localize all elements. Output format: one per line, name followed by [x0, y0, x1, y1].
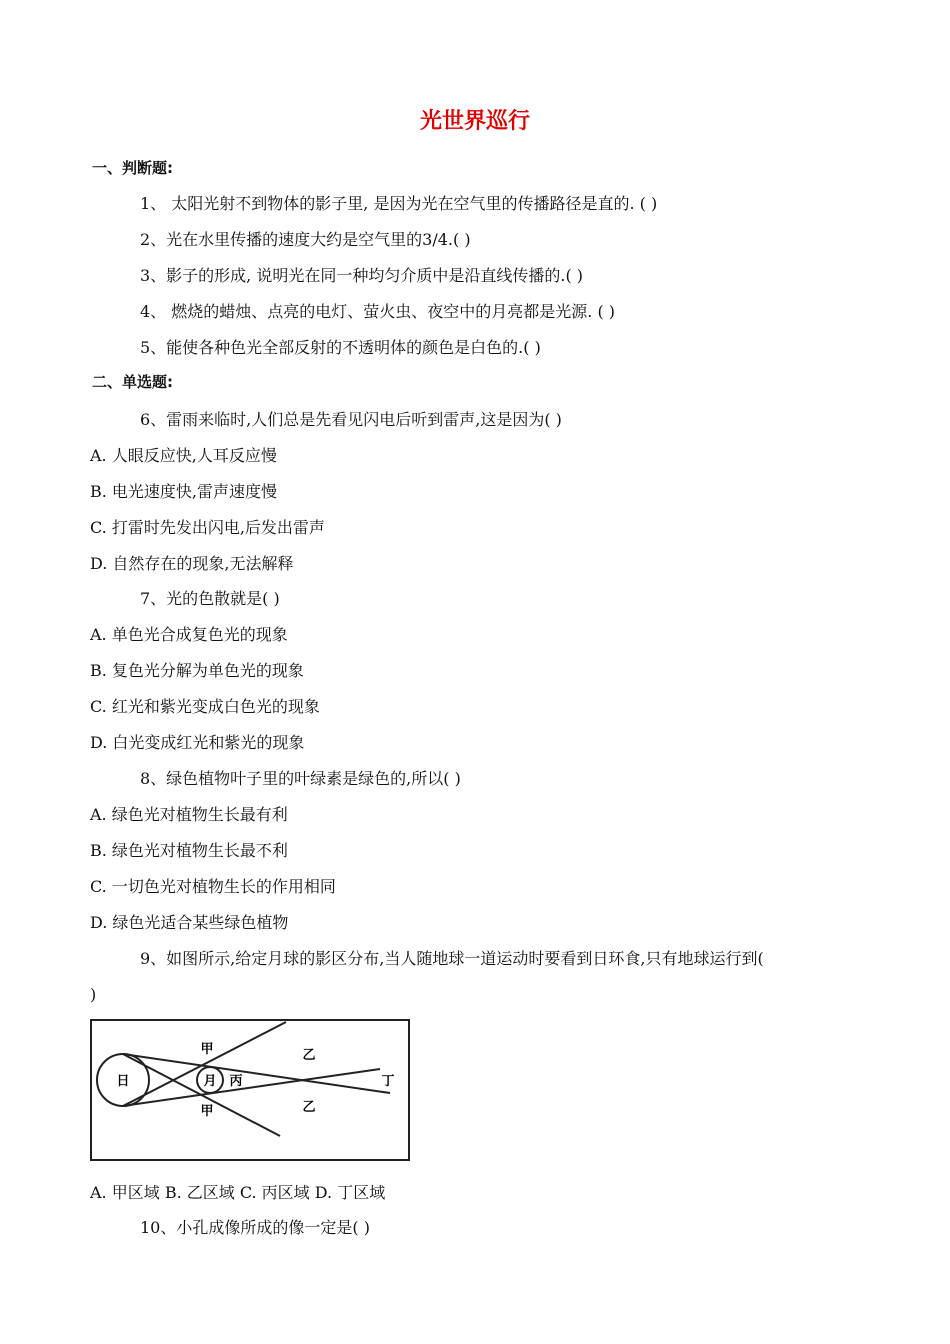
question-7-stem: 7、光的色散就是( ) — [140, 589, 280, 608]
solar-eclipse-shadow-diagram — [90, 1019, 410, 1161]
region-yi-lower-label: 乙 — [302, 1100, 316, 1115]
question-6-option-c: C. 打雷时先发出闪电,后发出雷声 — [90, 518, 325, 537]
question-9-stem-continuation: ) — [90, 985, 97, 1004]
question-7-option-d: D. 白光变成红光和紫光的现象 — [90, 733, 305, 752]
question-9-stem: 9、如图所示,给定月球的影区分布,当人随地球一道运动时要看到日环食,只有地球运行到( — [140, 949, 764, 968]
question-7-option-c: C. 红光和紫光变成白色光的现象 — [90, 697, 320, 716]
section-heading-judgement: 一、判断题: — [92, 159, 173, 177]
section-heading-single-choice: 二、单选题: — [92, 373, 173, 391]
question-8-option-a: A. 绿色光对植物生长最有利 — [90, 805, 288, 824]
page-title: 光世界巡行 — [419, 109, 530, 134]
judgement-item-5: 5、能使各种色光全部反射的不透明体的颜色是白色的.( ) — [140, 338, 541, 357]
region-jia-upper-label: 甲 — [200, 1042, 214, 1057]
judgement-item-1: 1、 太阳光射不到物体的影子里, 是因为光在空气里的传播路径是直的. ( ) — [140, 194, 658, 213]
question-8-option-b: B. 绿色光对植物生长最不利 — [90, 841, 288, 860]
region-yi-upper-label: 乙 — [302, 1048, 316, 1063]
judgement-item-3: 3、影子的形成, 说明光在同一种均匀介质中是沿直线传播的.( ) — [140, 266, 584, 285]
question-8-stem: 8、绿色植物叶子里的叶绿素是绿色的,所以( ) — [140, 769, 461, 788]
sun-label: 日 — [116, 1074, 130, 1089]
moon-label: 月 — [203, 1074, 217, 1089]
question-6-option-b: B. 电光速度快,雷声速度慢 — [90, 482, 278, 501]
region-bing-label: 丙 — [229, 1074, 243, 1089]
judgement-item-4: 4、 燃烧的蜡烛、点亮的电灯、萤火虫、夜空中的月亮都是光源. ( ) — [140, 302, 616, 321]
question-9-options: A. 甲区域 B. 乙区域 C. 丙区域 D. 丁区域 — [90, 1183, 386, 1202]
question-6-stem: 6、雷雨来临时,人们总是先看见闪电后听到雷声,这是因为( ) — [140, 410, 562, 429]
question-8-option-d: D. 绿色光适合某些绿色植物 — [90, 913, 289, 932]
judgement-item-2: 2、光在水里传播的速度大约是空气里的3/4.( ) — [140, 230, 471, 249]
question-10-stem: 10、小孔成像所成的像一定是( ) — [140, 1218, 370, 1237]
question-6-option-d: D. 自然存在的现象,无法解释 — [90, 554, 294, 573]
question-8-option-c: C. 一切色光对植物生长的作用相同 — [90, 877, 336, 896]
question-6-option-a: A. 人眼反应快,人耳反应慢 — [90, 446, 277, 465]
region-jia-lower-label: 甲 — [200, 1104, 214, 1119]
region-ding-label: 丁 — [381, 1074, 395, 1089]
question-7-option-a: A. 单色光合成复色光的现象 — [90, 625, 288, 644]
question-7-option-b: B. 复色光分解为单色光的现象 — [90, 661, 304, 680]
